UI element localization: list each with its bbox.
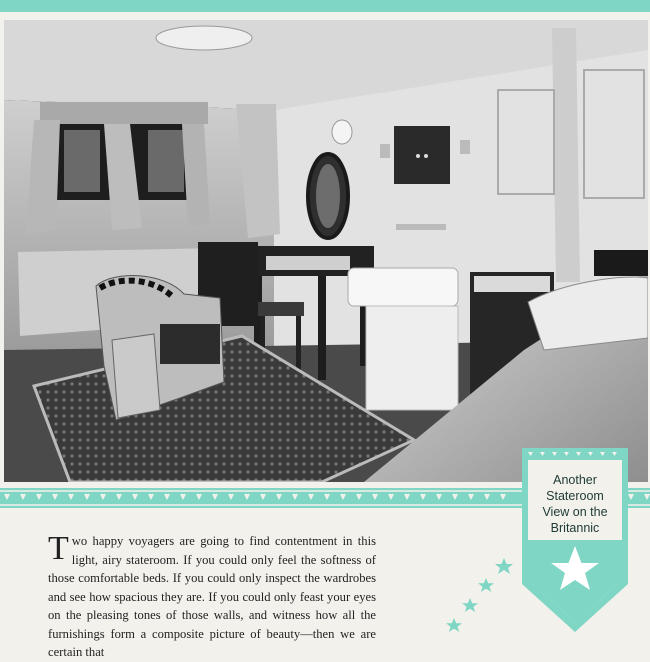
- caption-badge: [520, 446, 630, 634]
- top-teal-band: [0, 0, 650, 12]
- body-paragraph-text: wo happy voyagers are going to find contentment in this light, airy stateroom. If you could only feel the softness of those comfortable beds. If you could only inspect the wardrobes and see how spacious they are. If you could only feast your eyes on the pleasing tones of those walls, and witness how all the furnishings form a composite picture of beauty—then we are certain that: [48, 534, 376, 659]
- stateroom-photograph: [4, 20, 648, 482]
- badge-line-1: Another: [553, 473, 597, 487]
- badge-title: [520, 472, 630, 536]
- badge-line-2: Stateroom: [546, 489, 604, 503]
- badge-line-3: View on the: [542, 505, 608, 519]
- body-paragraph: [48, 532, 376, 662]
- badge-line-4: Britannic: [550, 521, 600, 535]
- drop-cap: T: [48, 530, 69, 567]
- top-divider: [0, 12, 650, 15]
